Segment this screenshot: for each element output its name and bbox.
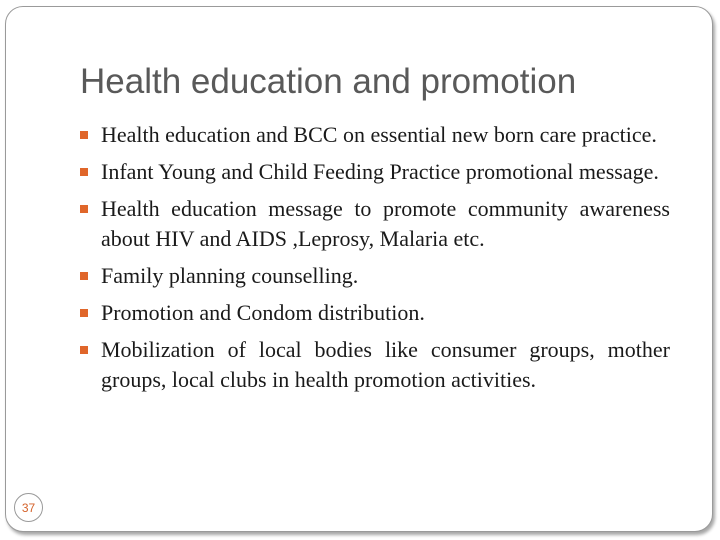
square-bullet-icon [80,168,88,176]
bullet-list [78,120,670,402]
page-number: 37 [21,500,36,515]
bullet-item [78,194,670,254]
bullet-item [78,298,670,328]
bullet-text: Family planning counselling. [101,263,359,288]
square-bullet-icon [80,131,88,139]
bullet-text: Mobilization of local bodies like consumer groups, mother groups, local clubs in health promotion activities. [101,337,670,392]
bullet-text: Health education and BCC on essential new born care practice. [101,122,657,147]
bullet-text: Infant Young and Child Feeding Practice promotional message. [101,159,659,184]
bullet-text: Health education message to promote community awareness about HIV and AIDS ,Leprosy, Malaria etc. [101,196,670,251]
slide-title: Health education and promotion [80,62,577,101]
square-bullet-icon [80,205,88,213]
bullet-item [78,157,670,187]
bullet-item [78,261,670,291]
bullet-text: Promotion and Condom distribution. [101,300,425,325]
bullet-item [78,335,670,395]
square-bullet-icon [80,346,88,354]
square-bullet-icon [80,309,88,317]
bullet-item [78,120,670,150]
page-number-badge [14,493,43,522]
square-bullet-icon [80,272,88,280]
